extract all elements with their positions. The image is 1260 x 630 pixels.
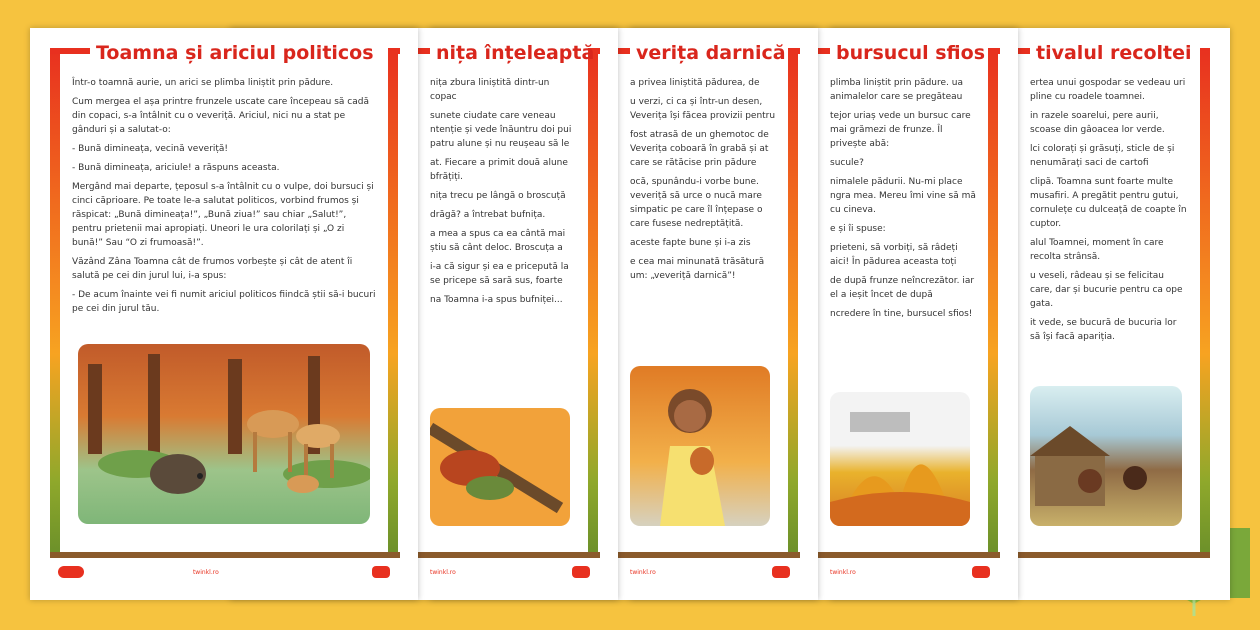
paragraph: e și îi spuse: (830, 224, 886, 234)
paragraph: u verzi, ci ca și într-un desen, Veverița își făcea provizii pentru (630, 97, 776, 121)
paragraph: ocă, spunându-i vorbe bune. veveriță să urce o nucă mare simpatic pe care îl înțepase o care fusese nedreptățită. (630, 177, 763, 229)
footer-badge (772, 566, 790, 578)
page-frame-right (988, 48, 998, 558)
page-frame-right (388, 48, 398, 558)
footer-badge (372, 566, 390, 578)
story-text (1030, 76, 1188, 349)
paragraph: ertea unui gospodar se vedeau uri pline cu roadele toamnei. (1030, 78, 1186, 102)
worksheet-page-1 (30, 28, 418, 600)
paragraph: lci colorați și grăsuți, sticle de și nenumărați saci de cartofi (1030, 144, 1175, 168)
girl-squirrel-illustration (630, 366, 770, 526)
paragraph: e cea mai minunată trăsătură um: „veveriță darnică”! (630, 257, 765, 281)
paragraph: de după frunze neîncrezător. iar el a ieșit încet de după (830, 276, 975, 300)
paragraph: ncredere în tine, bursucel sfios! (830, 309, 973, 319)
paragraph: Cum mergea el așa printre frunzele uscate care începeau să cadă din copaci, s-a întâlnit cu o veveriță. Ariciul, nici nu a stat pe gânduri și a salutat-o: (72, 97, 369, 135)
footer-url: twinkl.ro (430, 569, 456, 576)
paragraph: at. Fiecare a primit două alune bfrățiți. (430, 158, 568, 182)
paragraph: a privea liniștită pădurea, de (630, 78, 760, 88)
paragraph: alul Toamnei, moment în care recolta strânsă. (1030, 238, 1164, 262)
footer-url: twinkl.ro (630, 569, 656, 576)
paragraph: Mergând mai departe, țeposul s-a întâlnit cu o vulpe, doi bursuci și cinci căprioare. Pe toate le-a salutat politicos, vorbind frumos și răspicat: „Bună dimineața!”, „Bună ziua!” sau chiar „Salut!”, pentru prietenii mai apropiați. Uneori le ura colorilați și „O zi bună!” Sau “O zi frumoasă!”. (72, 182, 374, 248)
branch-icon (430, 408, 570, 526)
story-text (630, 76, 776, 288)
paragraph: aceste fapte bune și i-a zis (630, 238, 751, 248)
page-frame-bottom (50, 552, 400, 558)
story-text (430, 76, 576, 312)
page-title: nița înțeleaptă (430, 42, 588, 64)
story-text (72, 76, 376, 321)
paragraph: na Toamna i-a spus bufniței... (430, 295, 563, 305)
paragraph: tejor uriaș vede un bursuc care mai grămezi de frunze. Îl privește abă: (830, 111, 971, 149)
page-frame-right (788, 48, 798, 558)
footer-badge (572, 566, 590, 578)
paragraph: sunete ciudate care veneau ntenție și vede înăuntru doi pui patru alune și nu reușeau să le (430, 111, 572, 149)
girl-icon (630, 366, 770, 526)
paragraph: clipă. Toamna sunt foarte multe musafiri. A pregătit pentru gutui, cornulețe cu dulceață de coapte în cuptor. (1030, 177, 1187, 229)
leaves-branch-illustration (430, 408, 570, 526)
paragraph: fost atrasă de un ghemotoc de Veverița coboară în grabă și at care se rătăcise prin pădure (630, 130, 769, 168)
story-text (830, 76, 976, 326)
paragraph: - Bună dimineața, vecină veveriță! (72, 144, 229, 154)
page-frame-right (1200, 48, 1210, 558)
page-title: Toamna și ariciul politicos (90, 42, 388, 64)
page-title: verița darnică (630, 42, 788, 64)
paragraph: it vede, se bucură de bucuria lor să își facă apariția. (1030, 318, 1177, 342)
paragraph: Într-o toamnă aurie, un arici se plimba liniștit prin pădure. (72, 78, 334, 88)
page-title: tivalul recoltei (1030, 42, 1200, 64)
paragraph: nița zbura liniștită dintr-un copac (430, 78, 550, 102)
paragraph: - Bună dimineața, ariciule! a răspuns aceasta. (72, 163, 280, 173)
footer-url: twinkl.ro (830, 569, 856, 576)
page-title: bursucul sfios (830, 42, 988, 64)
paragraph: prieteni, să vorbiți, să râdeți aici! În pădurea aceasta toți (830, 243, 958, 267)
page-frame-left (50, 48, 60, 558)
paragraph: in razele soarelui, pere aurii, scoase din gâoacea lor verde. (1030, 111, 1165, 135)
twinkl-logo (58, 566, 84, 578)
barn-icon (1030, 386, 1180, 526)
paragraph: plimba liniștit prin pădure. ua animalelor care se pregăteau (830, 78, 963, 102)
leaf-pile-icon (830, 392, 970, 526)
page-frame-right (588, 48, 598, 558)
forest-scene-icon (78, 344, 370, 524)
paragraph: u veseli, râdeau și se felicitau care, dar și bucurie pentru ca ope gata. (1030, 271, 1183, 309)
paragraph: - De acum înainte vei fi numit ariciul politicos fiindcă știi să-i bucuri pe cei din jurul tău. (72, 290, 376, 314)
paragraph: sucule? (830, 158, 864, 168)
paragraph: drăgă? a întrebat bufnița. (430, 210, 546, 220)
paragraph: i-a că sigur și ea e pricepută la se pricepe să sară sus, foarte (430, 262, 569, 286)
hedgehog-deer-illustration (78, 344, 370, 524)
paragraph: nimalele pădurii. Nu-mi place ngra mea. Mereu îmi vine să mă cu cineva. (830, 177, 976, 215)
footer-badge (972, 566, 990, 578)
paragraph: nița trecu pe lângă o broscuță (430, 191, 566, 201)
paragraph: Văzând Zâna Toamna cât de frumos vorbește și cât de atent îi salută pe cei din jurul lui, i-a spus: (72, 257, 353, 281)
badger-leaves-illustration (830, 392, 970, 526)
paragraph: a mea a spus ca ea cântă mai știu să cânt deloc. Broscuța a (430, 229, 566, 253)
harvest-children-illustration (1030, 386, 1182, 526)
footer-url: twinkl.ro (192, 569, 219, 576)
